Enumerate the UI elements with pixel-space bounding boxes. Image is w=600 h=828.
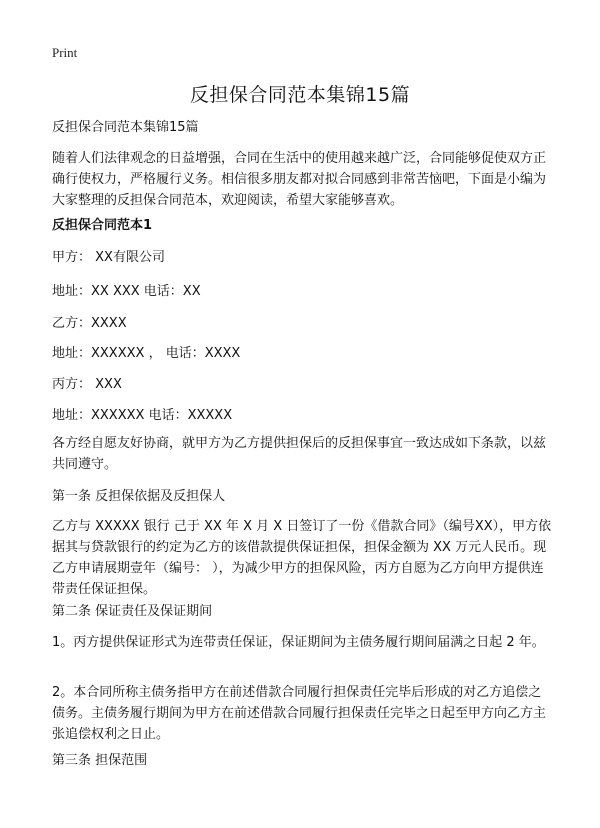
party-a-address-line: 地址：XX XXX 电话：XX — [52, 284, 201, 299]
section-heading: 反担保合同范本1 — [52, 218, 153, 233]
article-one-heading: 第一条 反担保依据及反担保人 — [52, 489, 226, 504]
article-two-heading: 第二条 保证责任及保证期间 — [52, 604, 213, 619]
article-two-clause-2: 2。本合同所称主债务指甲方在前述借款合同履行担保责任完毕后形成的对乙方追偿之债务。主债务履行期间为甲方在前述借款合同履行担保责任完毕之日起至甲方向乙方主张追偿权利之日止。 — [52, 685, 547, 742]
party-a-line: 甲方： XX有限公司 — [52, 250, 165, 265]
article-two-clause-1: 1。丙方提供保证形式为连带责任保证，保证期间为主债务履行期间届满之日起 2 年。 — [52, 635, 545, 650]
document-title: 反担保合同范本集锦15篇 — [189, 84, 411, 106]
party-b-line: 乙方：XXXX — [52, 316, 127, 331]
intro-paragraph: 随着人们法律观念的日益增强，合同在生活中的使用越来越广泛，合同能够促使双方正确行使权力，严格履行义务。相信很多朋友都对拟合同感到非常苦恼吧，下面是小编为大家整理的反担保合同范本，欢迎阅读，希望大家能够喜欢。 — [52, 151, 547, 208]
article-three-heading: 第三条 担保范围 — [52, 753, 148, 768]
party-b-address-line: 地址：XXXXXX ， 电话：XXXX — [52, 346, 241, 361]
article-one-paragraph: 乙方与 XXXXX 银行 己于 XX 年 X 月 X 日签订了一份《借款合同》（编号XX），甲方依据其与贷款银行的约定为乙方的该借款提供保证担保，担保金额为 XX 万元人民币。现乙方申请展期壹年（编号： ），为减少甲方的担保风险，丙方自愿为乙方向甲方提供连带责任保证担保。 — [52, 519, 552, 597]
party-c-address-line: 地址：XXXXXX 电话：XXXXX — [52, 408, 233, 423]
print-link[interactable]: Print — [52, 45, 78, 60]
agreement-paragraph: 各方经自愿友好协商，就甲方为乙方提供担保后的反担保事宜一致达成如下条款，以兹共同遵守。 — [52, 436, 547, 472]
party-c-line: 丙方： XXX — [52, 377, 122, 392]
subtitle-paragraph: 反担保合同范本集锦15篇 — [52, 120, 199, 135]
